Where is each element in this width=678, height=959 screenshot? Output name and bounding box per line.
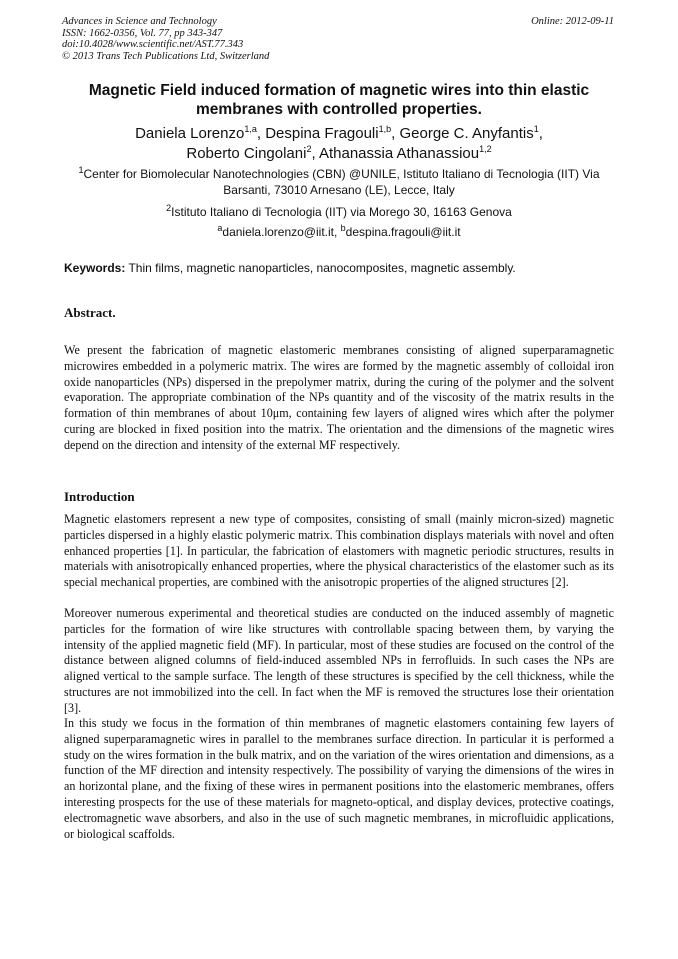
journal-name: Advances in Science and Technology [62, 16, 217, 27]
intro-paragraph-2: Moreover numerous experimental and theoretical studies are conducted on the induced assembly of magnetic particles for the formation of wire like structures with controllable spacing between them, by varying the intensity of the applied magnetic field (MF). In particular, most of these studies are focused on the control of the distance between aligned columns of field-induced assembled NPs in ferrofluids. In such cases the NPs are aligned vertical to the sample surface. The length of these structures is specified by the cell thickness, while the structures are not immobilized into the cell. In fact when the MF is removed the structures lose their orientation [3]. [64, 606, 614, 715]
email-sup: a [217, 223, 223, 233]
author-line-2: Roberto Cingolani$^2$, Athanassia Athanassiou$^{1,2}$ [186, 144, 492, 162]
title-line-1: Magnetic Field induced formation of magnetic wires into thin elastic [88, 82, 590, 99]
affiliation-text: Center for Biomolecular Nanotechnologies (CBN) @UNILE, Istituto Italiano di Tecnologia (IIT) Via Barsanti, 73010 Arnesano (LE), Lecce, Italy [83, 167, 600, 197]
affiliation-text: Istituto Italiano di Tecnologia (IIT) via Morego 30, 16163 Genova [171, 205, 512, 219]
author-name: George C. Anyfantis [399, 125, 534, 142]
title-line-2: membranes with controlled properties. [196, 101, 482, 118]
introduction-heading: Introduction [64, 489, 135, 504]
email-sup: b [340, 223, 346, 233]
intro-paragraph-3: In this study we focus in the formation of thin membranes of magnetic elastomers containing few layers of aligned superparamagnetic wires in parallel to the membranes surface direction. In particular it is performed a study on the wires formation in the bulk matrix, and on the variation of the wires orientation and dimensions, as a function of the MF direction and intensity respectively. The possibility of varying the dimensions of the wires in an horizontal plane, and the fixing of these wires in permanent positions into the elastomeric membranes, offers interesting prospects for the use of these materials for magneto-optical, and display devices, protective coatings, electromagnetic wave absorbers, and also in the use of such magnetic membranes, in microfluidic applications, or biological scaffolds. [64, 716, 614, 841]
email-line [64, 224, 614, 240]
abstract-heading: Abstract. [64, 305, 116, 320]
author-name: Roberto Cingolani [186, 145, 307, 162]
paper-title [64, 81, 614, 119]
author-list [64, 124, 614, 164]
author-sup: 1 [533, 124, 539, 134]
affiliation-sup: 1 [78, 165, 84, 175]
journal-header [62, 16, 614, 62]
copyright: © 2013 Trans Tech Publications Ltd, Switzerland [62, 50, 270, 62]
affiliation-2 [64, 204, 614, 220]
abstract-text: We present the fabrication of magnetic elastomeric membranes consisting of aligned superparamagnetic microwires embedded in a polymeric matrix. The wires are formed by the magnetic assembly of colloidal iron oxide nanoparticles (NPs) dispersed in the prepolymer matrix, during the curing of the polymer and the solvent evaporation. The appropriate combination of the NPs quantity and of the viscosity of the matrix results in the formation of thin membranes of about 10μm, containing few layers of aligned wires which after the polymer curing are blocked in fixed position into the matrix. The orientation and the dimensions of the magnetic wires depend on the direction and intensity of the external MF respectively. [64, 343, 614, 452]
intro-paragraph-1: Magnetic elastomers represent a new type of composites, consisting of small (mainly micron-sized) magnetic particles dispersed in a highly elastic polymeric matrix. This combination displays materials with novel and often enhanced properties [1]. In particular, the fabrication of elastomers with magnetic periodic structures, results in materials with anisotropically enhanced properties, where the physical characteristics of the elastomer such as its special mechanical properties, are combined with the anisotropic properties of the aligned structures [2]. [64, 512, 614, 590]
author-name: Despina Fragouli [265, 125, 379, 142]
doi: doi:10.4028/www.scientific.net/AST.77.343 [62, 39, 244, 50]
affiliation-1 [64, 166, 614, 198]
affiliation-sup: 2 [166, 203, 172, 213]
keywords [64, 260, 624, 276]
email-text: despina.fragouli@iit.it [345, 225, 461, 239]
author-sup: 2 [306, 144, 312, 154]
online-date: Online: 2012-09-11 [531, 16, 614, 27]
author-name: Daniela Lorenzo [135, 125, 245, 142]
author-line-1: Daniela Lorenzo$^{1,a}$, Despina Fragouli$^{1,b}$, George C. Anyfantis$^1$, [135, 124, 543, 142]
keywords-label: Keywords: [64, 261, 126, 275]
author-sup: 1,a [244, 124, 257, 134]
author-sup: 1,2 [479, 144, 492, 154]
author-name: Athanassia Athanassiou [318, 145, 480, 162]
author-sup: 1,b [378, 124, 392, 134]
issn: ISSN: 1662-0356, Vol. 77, pp 343-347 [62, 27, 223, 39]
email-text: daniela.lorenzo@iit.it, [222, 225, 341, 239]
keywords-text: Thin films, magnetic nanoparticles, nanocomposites, magnetic assembly. [125, 261, 516, 275]
